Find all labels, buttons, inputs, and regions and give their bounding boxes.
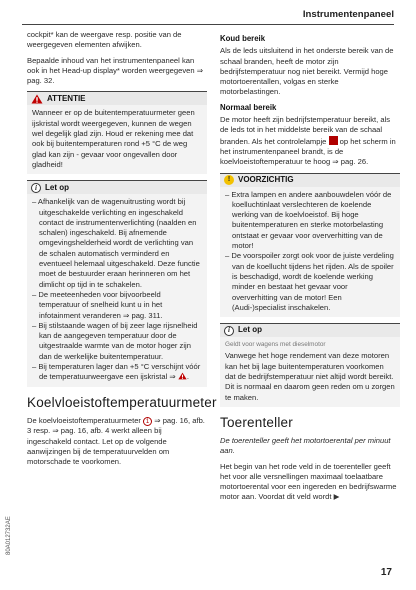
tachometer-text: Het begin van het rode veld in de toerenteller geeft het voor alle versnellingen maximaal toelaatbare motortoerental voor een ingereden en bedrijfswarme motor aan. Voordat dit veld wordt xyxy=(220,461,397,502)
note-item-3: – Bij stilstaande wagen of bij zeer lage rijsnelheid kan de aangegeven temperatuur door de uitgestraalde warmte van de motor hoger zijn dan de werkelijke buitentemperatuur. xyxy=(32,320,198,361)
note-item-4-text: – Bij temperaturen lager dan +5 °C verschijnt vóór de temperatuurweergave een ijskristal ⇒ xyxy=(32,362,201,382)
caution-item-2: – De voorspoiler zorgt ook voor de juiste verdeling van de koellucht tijdens het rijden. Als de spoiler is beschadigd, wordt de koelende werking minder en bestaat het gevaar voor oververhitting van de motor! Een (Audi-)specialist inschakelen. xyxy=(225,251,394,312)
warning-title: ATTENTIE xyxy=(47,93,86,103)
intro-paragraph-2: Bepaalde inhoud van het instrumentenpaneel kan ook in het Head-up display* worden weergegeven ⇒ pag. 32. xyxy=(27,55,204,86)
note-item-1: – Afhankelijk van de wagenuitrusting wordt bij uitgeschakelde verlichting en ingeschakeld contact de instrumentenverlichting (naalden en schalen) ingeschakeld. Bij afnemende omgevingshelderheid wordt de verlichting van de schalen automatisch verminderd en eventueel helemaal uitgeschakeld. Deze functie moet de bestuurder eraan herinneren om het dimlicht op tijd in te schakelen. xyxy=(32,197,200,289)
page-number: 17 xyxy=(380,567,392,578)
note-title: Let op xyxy=(45,182,69,192)
coolant-paragraph xyxy=(27,416,207,468)
tachometer-intro: De toerenteller geeft het motortoerental per minuut aan. xyxy=(220,435,391,456)
note-diesel-text: Vanwege het hoge rendement van deze motoren kan het bij lage buitentemperaturen voorkomen dat de bedrijfstemperatuur niet altijd wordt bereikt. Dit is normaal en daarom geen reden om u zorgen te maken. xyxy=(225,351,395,402)
right-column xyxy=(220,30,400,508)
tachometer-paragraph xyxy=(220,462,400,503)
header-rule xyxy=(22,24,394,25)
continue-arrow-icon: ▶ xyxy=(333,492,340,502)
left-column xyxy=(27,30,217,472)
warning-triangle-icon xyxy=(178,372,187,380)
heading-normal-range: Normaal bereik xyxy=(220,102,277,112)
exclamation-icon: ! xyxy=(224,175,234,185)
coolant-warning-lamp-icon xyxy=(329,136,338,145)
info-icon: i xyxy=(224,326,234,336)
info-icon: i xyxy=(31,183,41,193)
coolant-text-after: ⇒ pag. 16, afb. 3 resp. ⇒ pag. 16, afb. 4 werkt alleen bij ingeschakeld contact. Let op de volgende aanwijzingen bij de temperatuurvelden om motorschade te voorkomen. xyxy=(27,415,205,467)
normal-range-paragraph xyxy=(220,115,400,167)
caution-header xyxy=(220,173,400,187)
note-item-2: – De meeteenheden voor bijvoorbeeld temperatuur of snelheid kunt u in het infotainment veranderen ⇒ pag. 311. xyxy=(32,289,163,320)
caution-item-1: – Extra lampen en andere aanbouwdelen vóór de koelluchtinlaat verslechteren de koelende werking van de koelvloeistof. Bij hoge buitentemperaturen en sterke motorbelasting ontstaat er gevaar voor oververhitting van de motor! xyxy=(225,189,392,251)
note-box xyxy=(27,180,207,386)
section-title-coolant: Koelvloeistoftemperatuurmeter xyxy=(27,394,217,410)
normal-range-text-2: op het scherm in het instrumentenpaneel brandt, is de koelvloeistoftemperatuur te hoog ⇒ pag. 26. xyxy=(220,136,396,167)
marker-1-icon: 1 xyxy=(143,417,152,426)
coolant-text-before: De koelvloeistoftemperatuurmeter xyxy=(27,415,141,425)
warning-body xyxy=(27,105,207,174)
heading-cold-range: Koud bereik xyxy=(220,34,266,43)
note-box-diesel xyxy=(220,323,400,407)
caution-body xyxy=(220,187,400,318)
note-diesel-body xyxy=(220,337,400,407)
warning-box xyxy=(27,91,207,174)
caution-title: VOORZICHTIG xyxy=(238,174,294,184)
page-header xyxy=(0,0,416,26)
header-title: Instrumentenpaneel xyxy=(302,9,394,20)
normal-range-text-1: De motor heeft zijn bedrijfstemperatuur bereikt, als de leds tot in het middelste bereik van de schaal branden. Als het controlelampje xyxy=(220,115,391,146)
section-title-tachometer: Toerenteller xyxy=(220,414,293,430)
caution-box xyxy=(220,173,400,318)
note-diesel-title: Let op xyxy=(238,325,262,335)
warning-triangle-icon xyxy=(31,94,43,104)
cold-range-paragraph: Als de leds uitsluitend in het onderste bereik van de schaal branden, heeft de motor zijn bedrijfstemperatuur nog niet bereikt. Vermijd hoge motortoerentallen, volgas en sterke motorbelastingen. xyxy=(220,46,394,97)
warning-text: Wanneer er op de buitentemperatuurmeter geen ijskristal wordt weergegeven, kunnen de wegen wel degelijk glad zijn. Houd er rekening mee dat ook bij buitentemperaturen rond +5 °C de weg glad kan zijn - gevaar voor ongevallen door gladheid! xyxy=(32,108,195,169)
note-body xyxy=(27,194,207,386)
note-diesel-caption: Geldt voor wagens met dieselmotor xyxy=(225,341,326,349)
document-code: 80A012732AE xyxy=(6,516,12,555)
note-item-4: – Bij temperaturen lager dan +5 °C verschijnt vóór de temperatuurweergave een ijskristal ⇒ . xyxy=(32,362,201,382)
intro-paragraph-1: cockpit* kan de weergave resp. positie van de weergegeven elementen afwijken. xyxy=(27,30,182,50)
note-diesel-header xyxy=(220,323,400,337)
note-header xyxy=(27,180,207,194)
warning-header xyxy=(27,91,207,105)
